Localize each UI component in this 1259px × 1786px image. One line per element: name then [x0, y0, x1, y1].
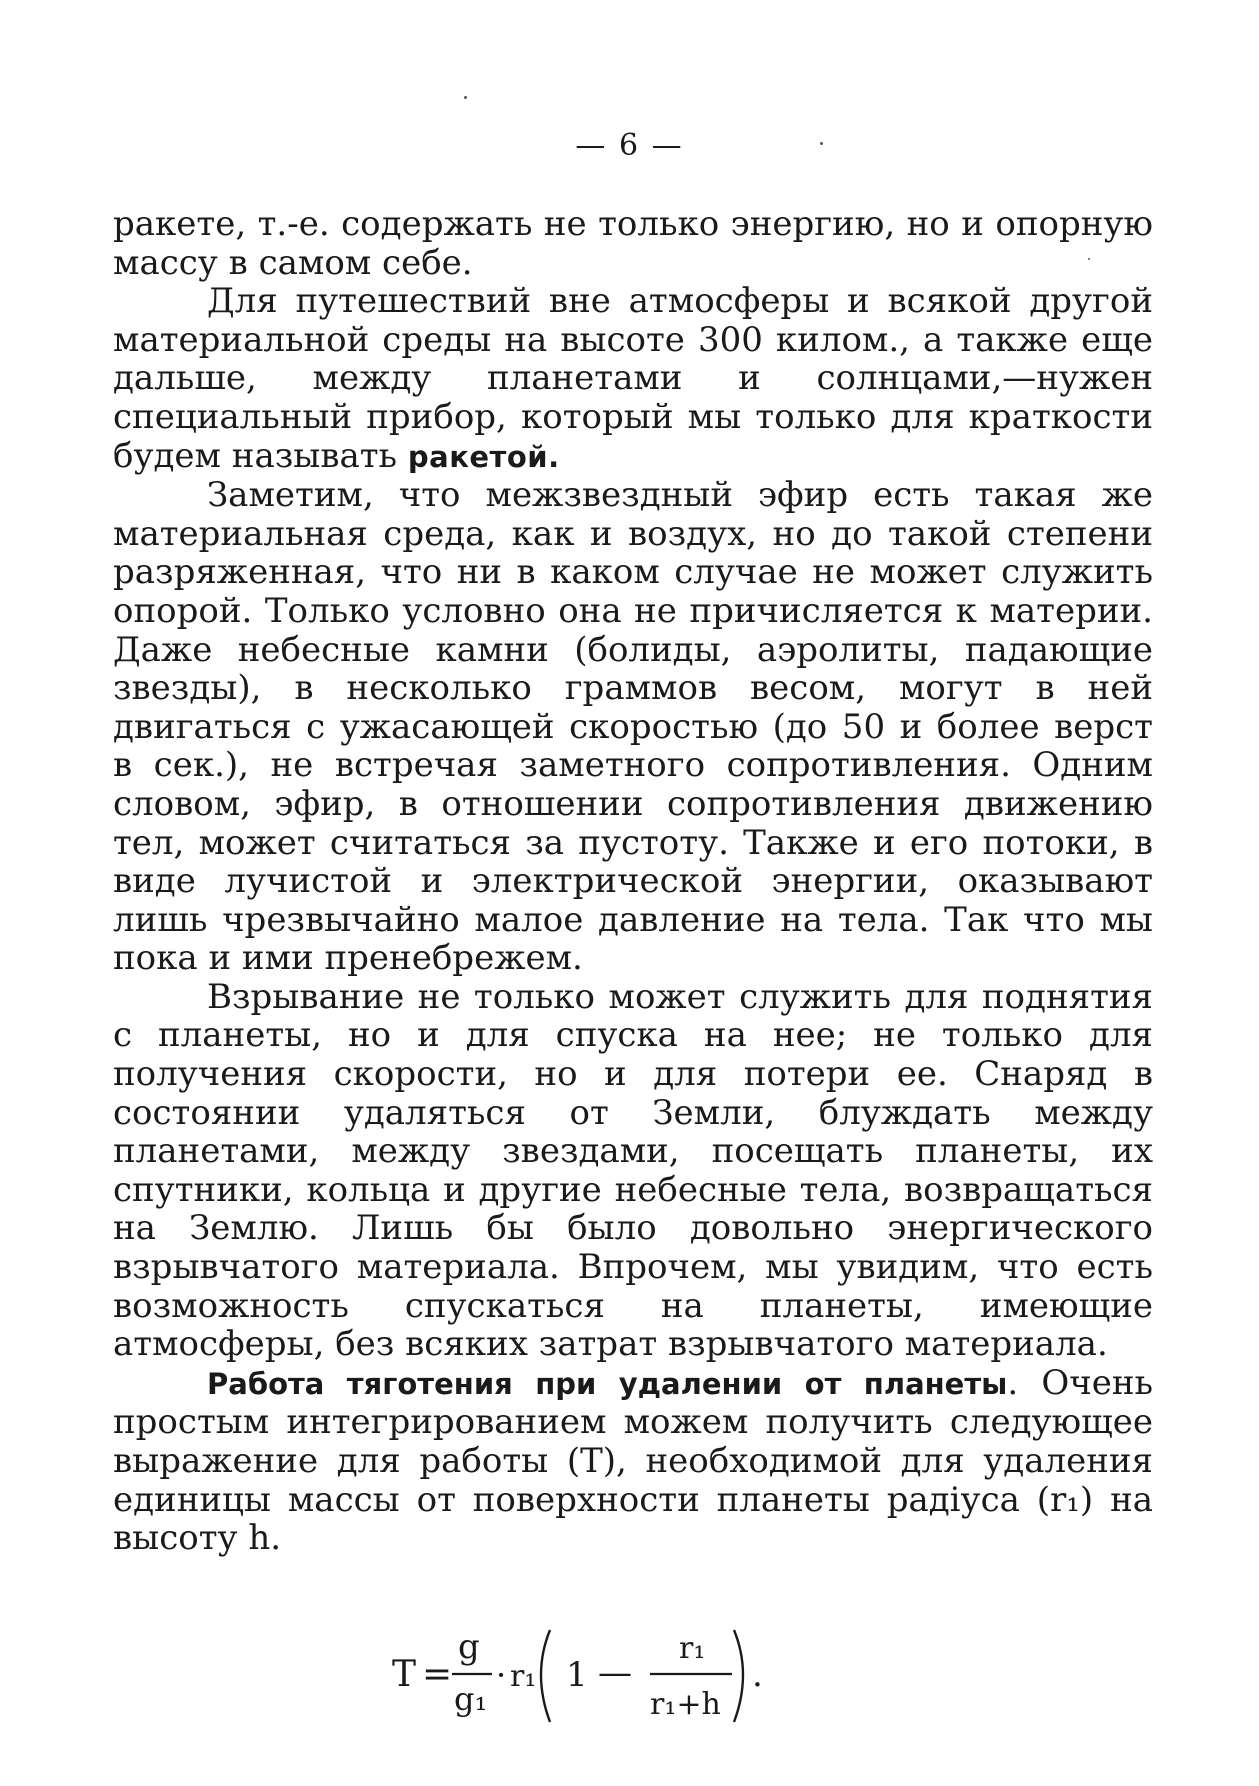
paragraph-text: Для путешествий вне атмосферы и всякой другой материальной среды на высоте 300 килом., а также еще дальше, между планетами и солнцами,—нужен специальный прибор, который мы только для краткости будем называть [113, 281, 1153, 476]
paragraph-text: ракете, т.-е. содержать не только энергию, но и опорную массу в самом себе. [113, 204, 1153, 283]
section-heading: Работа тяготения при удалении от планеты [207, 1366, 1008, 1401]
page-number: — 6 — [575, 128, 684, 163]
formula-frac2-den: r₁+h [650, 1687, 721, 1722]
formula-frac2-num: r₁ [679, 1631, 706, 1666]
paragraph [113, 1364, 1153, 1558]
scan-speck [1088, 258, 1090, 260]
formula-r1: r₁ [510, 1659, 537, 1694]
paragraph-text: Заметим, что межзвездный эфир есть такая же материальная среда, как и воздух, но до такой степени разряженная, что ни в каком случае не может служить опорой. Только условно она не причисляется к материи. Даже небесные камни (болиды, аэролиты, падающие звезды), в несколько граммов весом, могут в ней двигаться с ужасающей скоростью (до 50 и более верст в сек.), не встречая заметного сопротивления. Одним словом, эфир, в отношении сопротивления движению тел, может считаться за пустоту. Также и его потоки, в виде лучистой и электрической энергии, оказывают лишь чрезвычайно малое давление на тела. Так что мы пока и ими пренебрежем. [113, 475, 1153, 979]
paragraph-text: . Очень простым интегрированием можем получить следующее выражение для работы (T), необходимой для удаления единицы массы от поверхности планеты радiуса (r₁) на высоту h. [113, 1362, 1153, 1559]
paragraph [113, 978, 1153, 1364]
formula-lhs: T [392, 1654, 417, 1695]
paragraph [113, 282, 1153, 476]
formula-dot: · [496, 1656, 507, 1694]
formula-one: 1 [566, 1655, 588, 1695]
scan-speck [820, 142, 823, 145]
formula-frac1-den: g₁ [454, 1680, 488, 1718]
formula-frac1-num: g [458, 1627, 480, 1667]
formula-left-paren [541, 1630, 550, 1722]
formula-minus: — [598, 1653, 632, 1693]
body-text [113, 205, 1153, 1558]
paragraph-text: Взрывание не только может служить для поднятия с планеты, но и для спуска на нее; не только для получения скорости, но и для потери ее. Снаряд в состоянии удаляться от Земли, блуждать между планетами, между звездами, посещать планеты, их спутники, кольца и другие небесные тела, возвращаться на Землю. Лишь бы было довольно энергического взрывчатого материала. Впрочем, мы увидим, что есть возможность спускаться на планеты, имеющие атмосферы, без всяких затрат взрывчатого материала. [113, 976, 1153, 1365]
formula-period: . [752, 1655, 763, 1695]
paragraph [113, 476, 1153, 978]
paragraph [113, 205, 1153, 282]
formula-right-paren [734, 1630, 743, 1722]
formula-equals: = [422, 1654, 453, 1695]
work-formula [392, 1618, 892, 1730]
bold-term: ракетой. [407, 439, 560, 474]
scan-speck [464, 96, 467, 99]
